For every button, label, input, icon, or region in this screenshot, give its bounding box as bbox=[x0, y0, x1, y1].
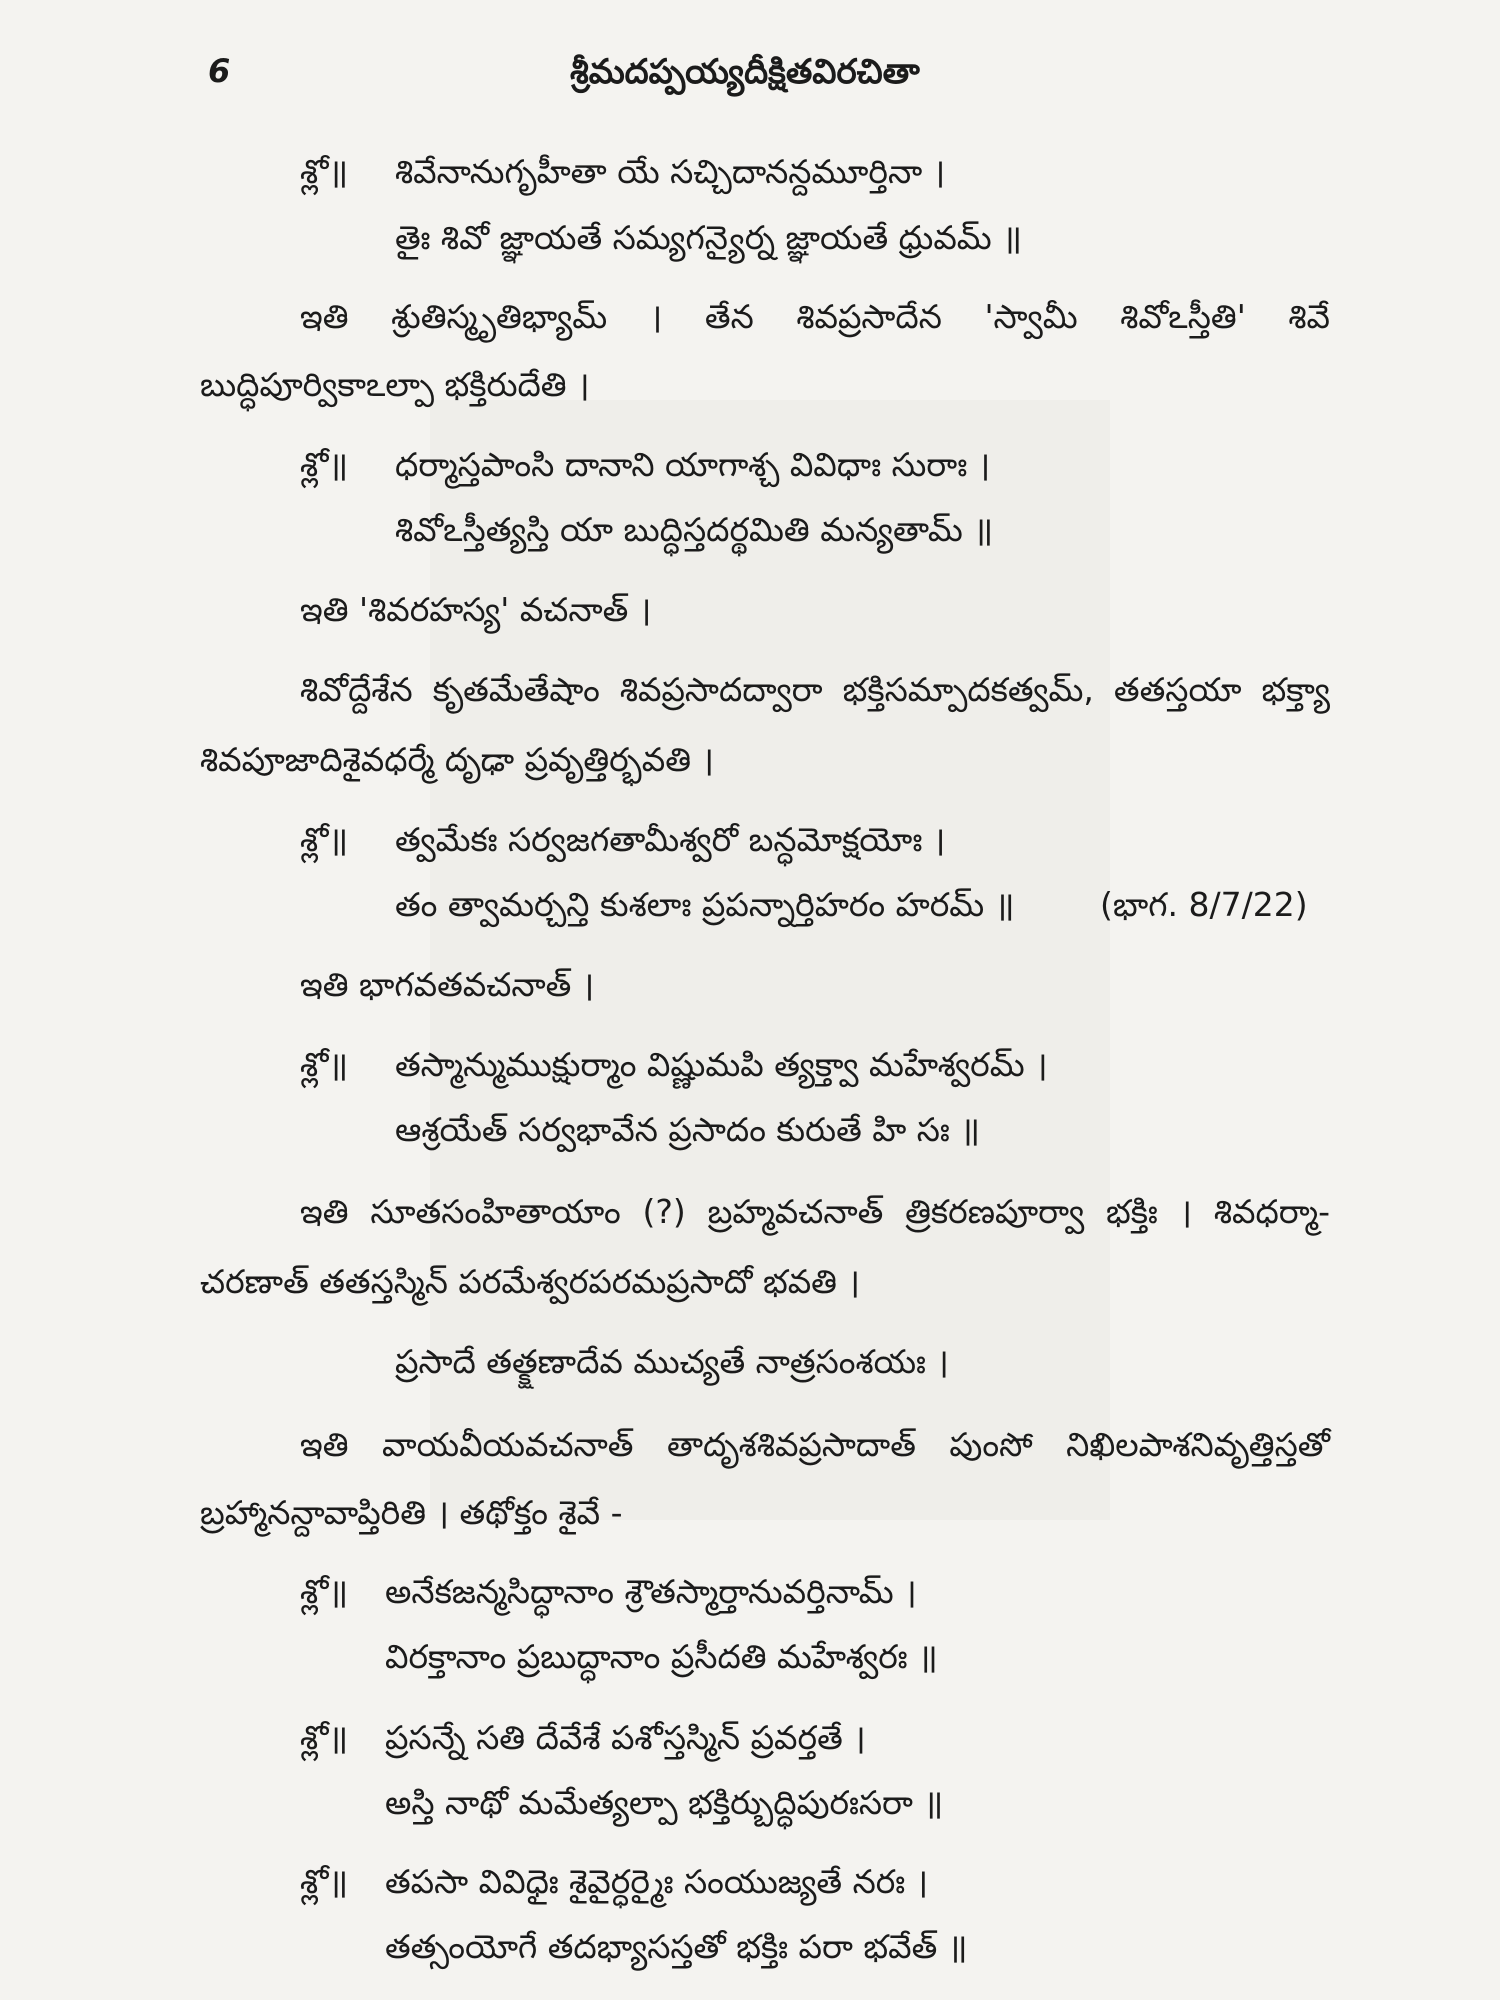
verse-line: తస్మాన్ముముక్షుర్మాం విష్ణుమపి త్యక్త్వా మహేశ్వరమ్ । bbox=[395, 1045, 1048, 1084]
verse-line: తం త్వామర్చన్తి కుశలాః ప్రపన్నార్తిహరం హరమ్ ॥ bbox=[395, 885, 1015, 924]
verse-line: ధర్మాస్తపాంసి దానాని యాగాశ్చ వివిధాః సురాః । bbox=[395, 445, 991, 484]
prose-line: బుద్ధిపూర్వికాఽల్పా భక్తిరుదేతి । bbox=[200, 365, 590, 404]
prose-line: ఇతి సూతసంహితాయాం (?) బ్రహ్మవచనాత్ త్రికరణపూర్వా భక్తిః । శివధర్మా- bbox=[300, 1192, 1330, 1231]
sloka-mark: శ్లో॥ bbox=[300, 1718, 349, 1757]
prose-line: ఇతి వాయవీయవచనాత్ తాదృశశివప్రసాదాత్ పుంసో నిఖిలపాశనివృత్తిస్తతో bbox=[300, 1425, 1330, 1464]
prose-line: శివోద్దేశేన కృతమేతేషాం శివప్రసాదద్వారా భక్తిసమ్పాదకత్వమ్, తతస్తయా భక్త్యా bbox=[300, 670, 1330, 709]
sloka-mark: శ్లో॥ bbox=[300, 1045, 349, 1084]
prose-line: చరణాత్ తతస్తస్మిన్ పరమేశ్వరపరమప్రసాదో భవతి । bbox=[200, 1262, 860, 1301]
prose-line: బ్రహ్మానన్దావాప్తిరితి । తథోక్తం శైవే - bbox=[200, 1493, 623, 1532]
prose-line: ఇతి శ్రుతిస్మృతిభ్యామ్ । తేన శివప్రసాదేన 'స్వామీ శివోఽస్తీతి' శివే bbox=[300, 297, 1330, 336]
citation-reference: (భాగ. 8/7/22) bbox=[1100, 885, 1308, 924]
verse-line: త్వమేకః సర్వజగతామీశ్వరో బన్ధమోక్షయోః । bbox=[395, 820, 946, 859]
sloka-mark: శ్లో॥ bbox=[300, 1862, 349, 1901]
verse-line: శివోఽస్తీత్యస్తి యా బుద్ధిస్తదర్థమితి మన్యతామ్ ॥ bbox=[395, 510, 994, 549]
verse-line: ఆశ్రయేత్ సర్వభావేన ప్రసాదం కురుతే హి సః ॥ bbox=[395, 1110, 980, 1149]
verse-line: అస్తి నాథో మమేత్యల్పా భక్తిర్బుద్ధిపురఃసరా ॥ bbox=[385, 1783, 944, 1822]
prose-line: ఇతి 'శివరహస్య' వచనాత్ । bbox=[300, 590, 652, 629]
verse-line: అనేకజన్మసిద్ధానాం శ్రౌతస్మార్తానువర్తినామ్ । bbox=[385, 1572, 917, 1611]
verse-line: శివేనానుగృహీతా యే సచ్చిదానన్దమూర్తినా । bbox=[395, 152, 946, 191]
sloka-mark: శ్లో॥ bbox=[300, 1572, 349, 1611]
verse-line: ప్రసన్నే సతి దేవేశే పశోస్తస్మిన్ ప్రవర్తతే । bbox=[385, 1718, 866, 1757]
verse-line: తత్సంయోగే తదభ్యాసస్తతో భక్తిః పరా భవేత్ ॥ bbox=[385, 1927, 968, 1966]
verse-line: ప్రసాదే తత్క్షణాదేవ ముచ్యతే నాత్రసంశయః । bbox=[395, 1342, 949, 1381]
page-number: 6 bbox=[208, 52, 231, 90]
prose-line: శివపూజాదిశైవధర్మే దృఢా ప్రవృత్తిర్భవతి । bbox=[200, 740, 714, 779]
running-title: శ్రీమదప్పయ్యదీక్షితవిరచితా bbox=[570, 52, 920, 92]
verse-line: తపసా వివిధైః శైవైర్ధర్మైః సంయుజ్యతే నరః । bbox=[385, 1862, 929, 1901]
sloka-mark: శ్లో॥ bbox=[300, 820, 349, 859]
verse-line: తైః శివో జ్ఞాయతే సమ్యగన్యైర్న జ్ఞాయతే ధ్రువమ్ ॥ bbox=[395, 218, 1022, 257]
sloka-mark: శ్లో॥ bbox=[300, 152, 349, 191]
sloka-mark: శ్లో॥ bbox=[300, 445, 349, 484]
prose-line: ఇతి భాగవతవచనాత్ । bbox=[300, 965, 595, 1004]
verse-line: విరక్తానాం ప్రబుద్ధానాం ప్రసీదతి మహేశ్వరః ॥ bbox=[385, 1637, 938, 1676]
